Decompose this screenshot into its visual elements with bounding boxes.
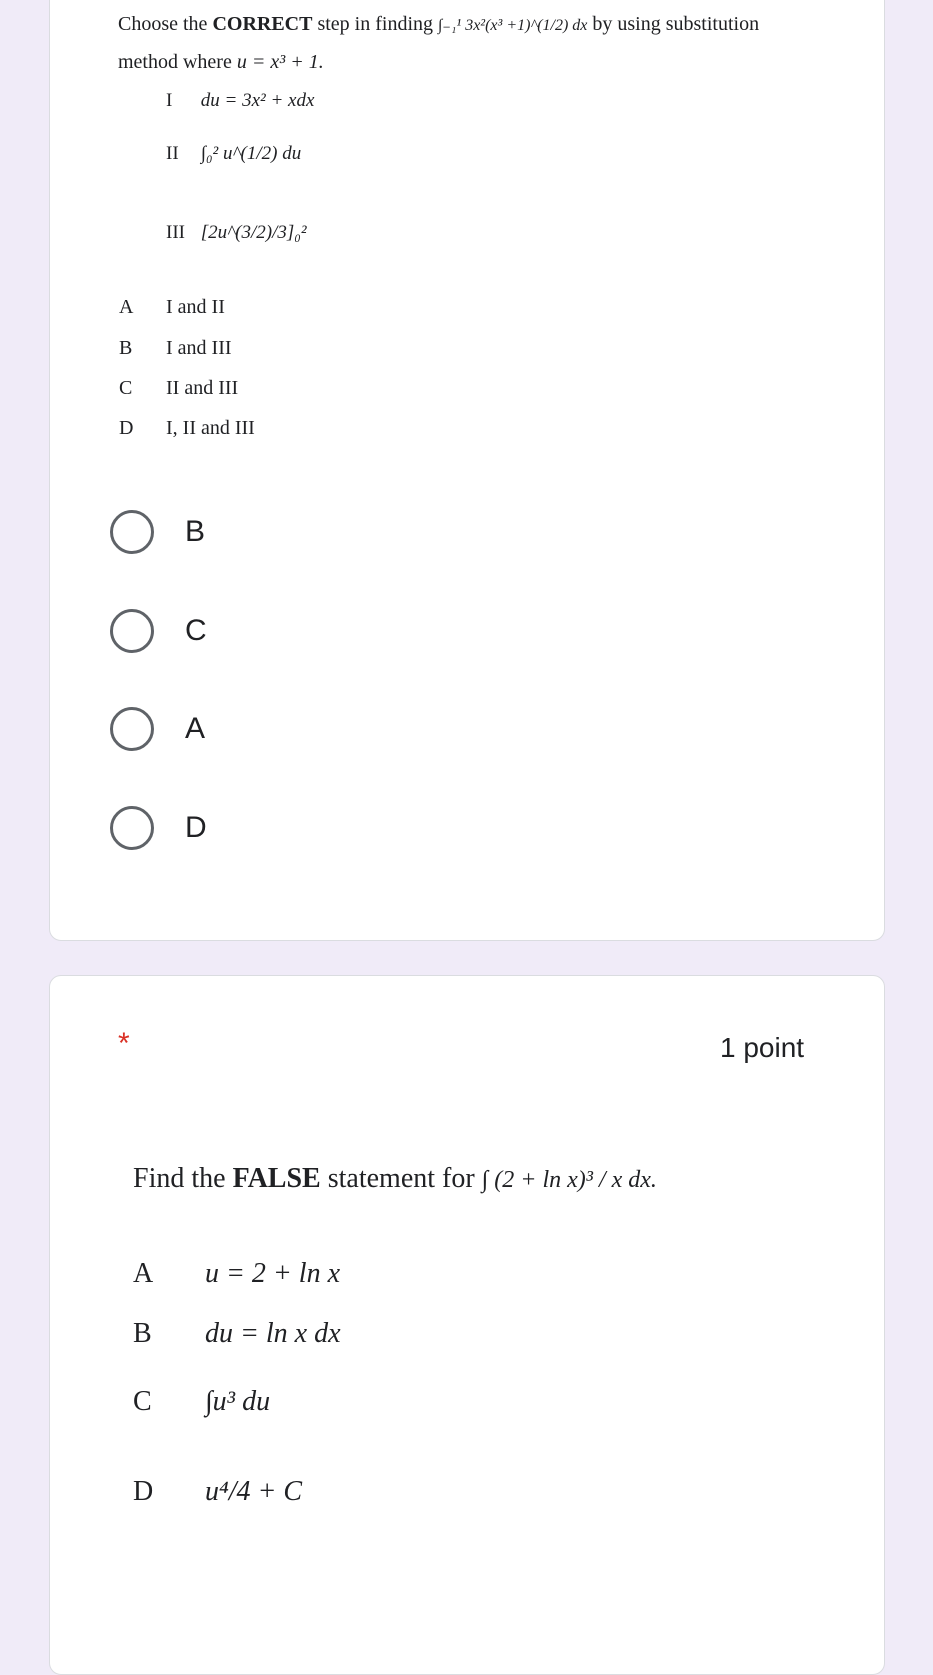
- radio-button[interactable]: [110, 609, 154, 653]
- radio-button[interactable]: [110, 510, 154, 554]
- option-expr: u⁴/4 + C: [205, 1476, 303, 1507]
- radio-choice-c[interactable]: [110, 606, 207, 656]
- option-letter: A: [119, 296, 134, 318]
- option-letter: D: [119, 417, 134, 439]
- option-expr: u = 2 + ln x: [205, 1258, 340, 1289]
- option-letter: D: [133, 1476, 154, 1507]
- question1-text: Choose the: [118, 13, 208, 35]
- statement-label: I: [166, 90, 173, 111]
- choice-label: B: [185, 515, 206, 548]
- statement-3: [166, 222, 307, 244]
- option-text: I and II: [166, 296, 225, 318]
- statement-expr: du = 3x² + xdx: [200, 90, 315, 111]
- required-asterisk: *: [118, 1027, 130, 1060]
- radio-choice-a[interactable]: [110, 704, 205, 754]
- choice-label: A: [185, 712, 206, 745]
- q1-option-a: [119, 296, 225, 319]
- question1-substitution: u = x³ + 1.: [236, 51, 324, 73]
- question-card-1: [49, 0, 885, 941]
- option-text: I and III: [166, 337, 232, 359]
- question1-line1: [118, 12, 759, 38]
- option-expr: du = ln x dx: [205, 1318, 341, 1349]
- question1-integral: ∫₋₁¹ 3x²(x³ +1)^(1/2) dx: [438, 17, 588, 34]
- question1-text: by using substitution: [592, 13, 760, 35]
- q2-option-c: [133, 1386, 270, 1418]
- option-expr: ∫u³ du: [205, 1386, 271, 1417]
- statement-expr: ∫₀² u^(1/2) du: [200, 143, 302, 164]
- q1-option-d: [119, 417, 255, 440]
- option-letter: A: [133, 1258, 154, 1289]
- choice-label: C: [185, 614, 207, 647]
- statement-expr: [2u^(3/2)/3]₀²: [200, 222, 307, 243]
- question2-text: [133, 1163, 657, 1195]
- statement-label: II: [166, 143, 179, 164]
- question2-text-part: Find the: [133, 1163, 226, 1194]
- q2-option-d: [133, 1476, 302, 1508]
- option-letter: C: [133, 1386, 152, 1417]
- option-text: I, II and III: [166, 417, 255, 439]
- q1-option-c: [119, 377, 238, 400]
- question1-bold: CORRECT: [212, 13, 313, 35]
- option-letter: B: [119, 337, 133, 359]
- question2-integral: ∫ (2 + ln x)³ / x dx.: [481, 1167, 657, 1193]
- choice-label: D: [185, 811, 207, 844]
- radio-button[interactable]: [110, 806, 154, 850]
- points-label: 1 point: [720, 1032, 805, 1063]
- q2-option-b: [133, 1318, 341, 1350]
- radio-choice-b[interactable]: [110, 507, 205, 557]
- question2-text-part: statement for: [327, 1163, 475, 1194]
- option-letter: B: [133, 1318, 152, 1349]
- radio-choice-d[interactable]: [110, 803, 207, 853]
- option-letter: C: [119, 377, 133, 399]
- q2-option-a: [133, 1258, 340, 1290]
- question2-bold: FALSE: [232, 1163, 321, 1194]
- statement-label: III: [166, 222, 185, 243]
- option-text: II and III: [166, 377, 239, 399]
- question1-text: step in finding: [317, 13, 433, 35]
- question1-text: method where: [118, 51, 232, 73]
- statement-1: [166, 90, 314, 112]
- q1-option-b: [119, 337, 232, 360]
- radio-button[interactable]: [110, 707, 154, 751]
- question1-line2: [118, 50, 324, 74]
- statement-2: [166, 143, 301, 165]
